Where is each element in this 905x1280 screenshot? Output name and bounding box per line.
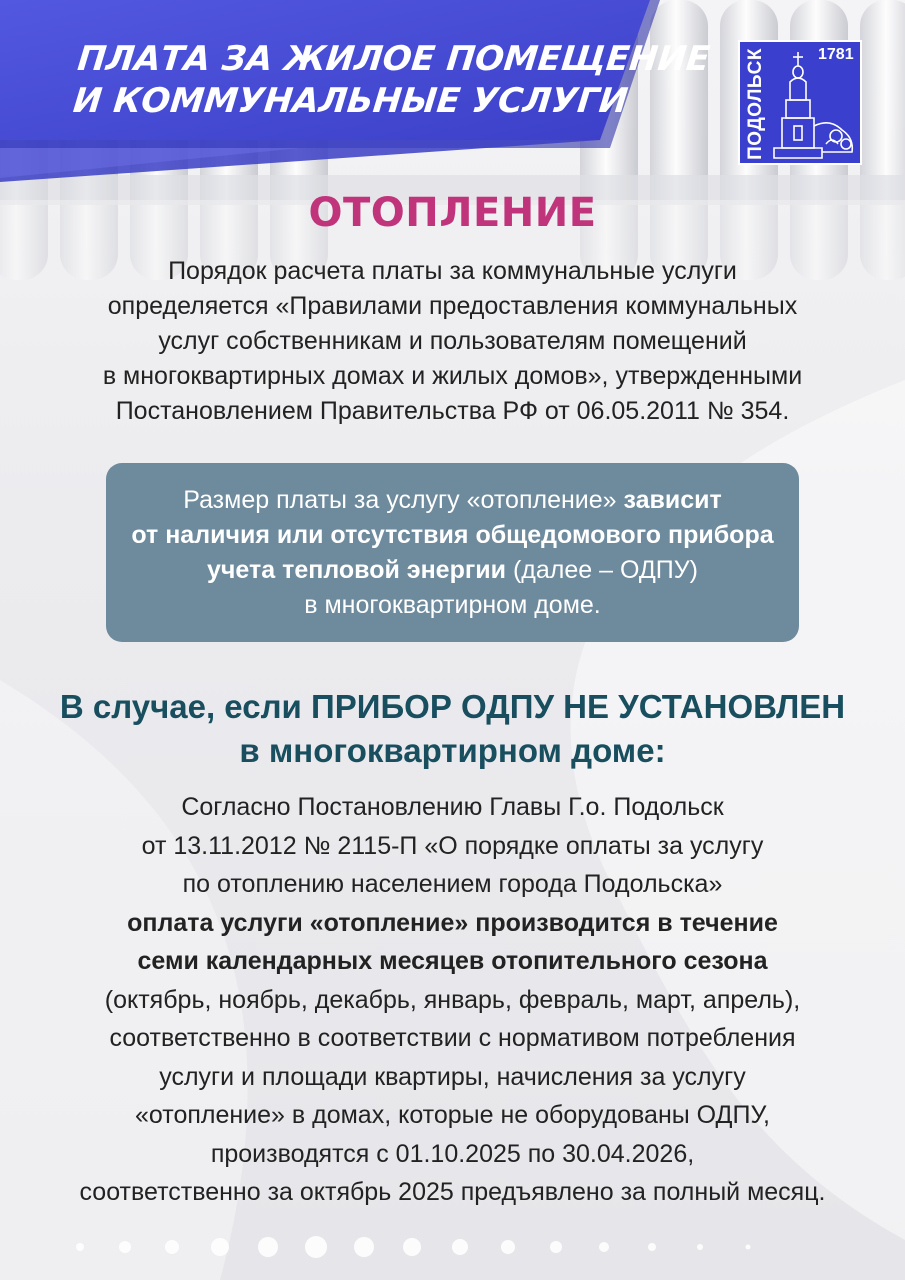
info-line — [106, 483, 799, 518]
header-title-line: ПЛАТА ЗА ЖИЛОЕ ПОМЕЩЕНИЕ — [75, 39, 712, 79]
body-line: Согласно Постановлению Главы Г.о. Подольск — [181, 793, 724, 821]
body-paragraph — [30, 788, 875, 1212]
intro-line: в многоквартирных домах и жилых домов», утвержденными — [102, 362, 803, 390]
info-line-bold: учета тепловой энергии — [207, 556, 507, 584]
case-heading — [0, 685, 905, 773]
body-line: от 13.11.2012 № 2115-П «О порядке оплаты за услугу — [141, 831, 764, 860]
info-line — [106, 518, 799, 553]
body-line: услуги и площади квартиры, начисления за услугу — [159, 1062, 746, 1091]
intro-paragraph — [40, 254, 865, 429]
info-line-bold: зависит — [623, 486, 722, 514]
body-line-bold: оплата услуги «отопление» производится в течение — [127, 908, 778, 937]
body-line: «отопление» в домах, которые не оборудованы ОДПУ, — [135, 1101, 770, 1129]
intro-line: услуг собственникам и пользователям помещений — [158, 327, 747, 355]
info-line-normal: Размер платы за услугу «отопление» — [183, 486, 624, 514]
body-line-bold: семи календарных месяцев отопительного сезона — [137, 947, 768, 975]
intro-line: Постановлением Правительства РФ от 06.05.2011 № 354. — [115, 397, 790, 425]
logo-year: 1781 — [818, 46, 854, 63]
case-heading-line: в многоквартирном доме: — [239, 732, 666, 769]
header-title — [71, 38, 712, 122]
intro-line: Порядок расчета платы за коммунальные услуги — [168, 257, 737, 285]
info-box-text — [106, 483, 799, 623]
info-box — [106, 463, 799, 642]
body-line: по отоплению населением города Подольска» — [182, 870, 723, 898]
intro-line: определяется «Правилами предоставления коммунальных — [107, 292, 798, 320]
info-line-bold: от наличия или отсутствия общедомового прибора — [131, 521, 774, 549]
decorative-dots — [0, 1225, 905, 1265]
body-line: соответственно в соответствии с нормативом потребления — [109, 1024, 796, 1052]
case-heading-emphasis: ПРИБОР ОДПУ НЕ УСТАНОВЛЕН — [311, 688, 846, 725]
podolsk-logo — [738, 40, 862, 165]
section-title: ОТОПЛЕНИЕ — [308, 190, 597, 236]
logo-city-name: ПОДОЛЬСК — [745, 47, 767, 160]
church-emblem-icon — [770, 48, 860, 162]
case-heading-line — [0, 685, 905, 729]
body-line: (октябрь, ноябрь, декабрь, январь, февраль, март, апрель), — [104, 985, 801, 1014]
info-line: в многоквартирном доме. — [304, 591, 601, 619]
body-line: соответственно за октябрь 2025 предъявлено за полный месяц. — [79, 1178, 826, 1206]
header-title-line: И КОММУНАЛЬНЫЕ УСЛУГИ — [71, 81, 630, 121]
body-line: производятся с 01.10.2025 по 30.04.2026, — [210, 1139, 695, 1168]
case-heading-normal: В случае, если — [59, 688, 311, 725]
info-line-normal: (далее – ОДПУ) — [506, 556, 698, 584]
info-line — [106, 553, 799, 588]
